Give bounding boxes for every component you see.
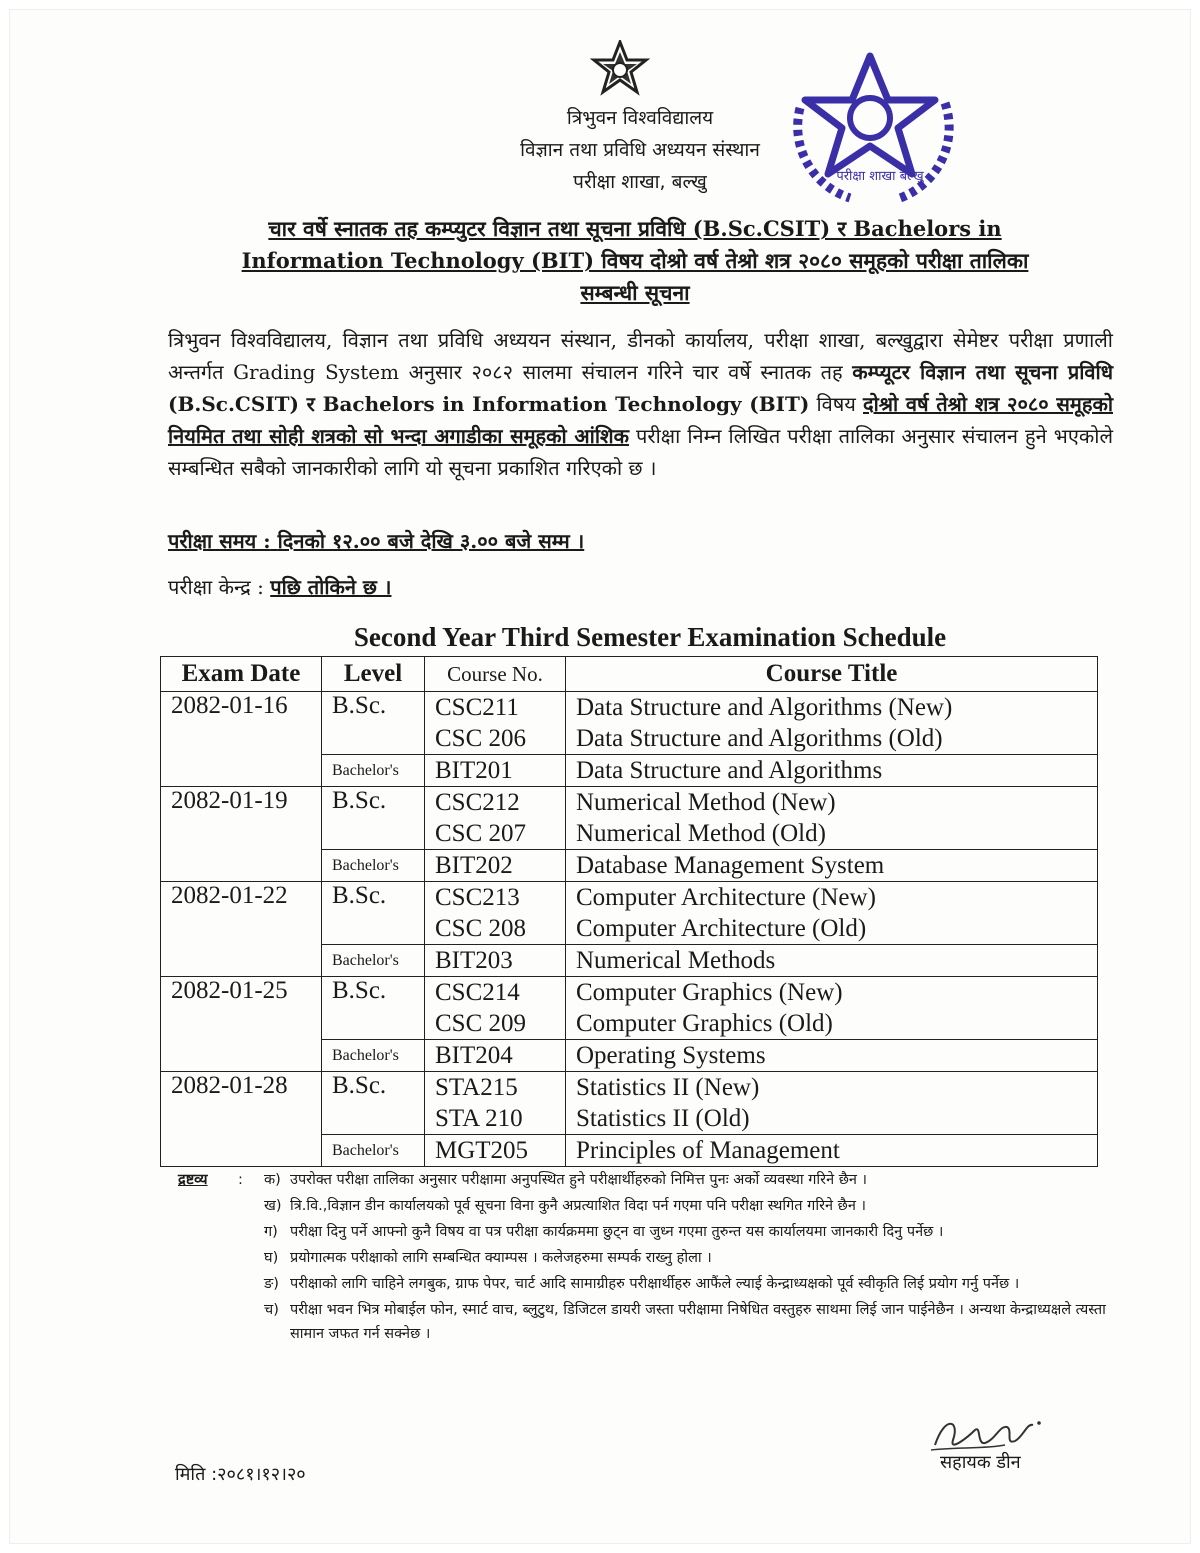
- course-no-cell: CSC 208: [425, 913, 566, 945]
- course-title-cell: Computer Graphics (New): [566, 977, 1098, 1009]
- level-cell: Bachelor's: [322, 1040, 425, 1072]
- exam-date-cell: 2082-01-16: [161, 692, 322, 787]
- course-title-cell: Statistics II (Old): [566, 1103, 1098, 1135]
- level-cell: B.Sc.: [322, 787, 425, 850]
- course-title-cell: Data Structure and Algorithms: [566, 755, 1098, 787]
- course-title-cell: Operating Systems: [566, 1040, 1098, 1072]
- table-row: [161, 1072, 1098, 1104]
- body-part-2: कम्प्यूटर विज्ञान तथा सूचना प्रविधि (B.Sc.CSIT) र Bachelors in Information Technology (BIT): [168, 360, 1114, 416]
- level-cell: B.Sc.: [322, 1072, 425, 1135]
- exam-date-cell: 2082-01-19: [161, 787, 322, 882]
- course-no-cell: CSC 206: [425, 723, 566, 755]
- body-part-5: परीक्षा निम्न लिखित परीक्षा तालिका अनुसार संचालन हुने भएकोले सम्बन्धित सबैको जानकारीको लागि यो सूचना प्रकाशित गरिएको छ ।: [168, 424, 1114, 480]
- exam-center: [168, 573, 392, 600]
- header-course-title: Course Title: [566, 657, 1098, 692]
- table-row: [161, 977, 1098, 1009]
- signature-title: सहायक डीन: [940, 1452, 1021, 1473]
- level-cell: Bachelor's: [322, 1135, 425, 1167]
- course-no-cell: BIT203: [425, 945, 566, 977]
- table-row: [161, 692, 1098, 724]
- note-text: त्रि.वि.,विज्ञान डीन कार्यालयको पूर्व सूचना विना कुनै अप्रत्याशित विदा पर्न गएमा पनि परीक्षा स्थगित गरिने छैन ।: [290, 1198, 866, 1214]
- office-stamp-icon: [780, 48, 960, 218]
- header-office: परीक्षा शाखा, बल्खु: [573, 171, 707, 193]
- exam-center-value: पछि तोकिने छ ।: [270, 575, 392, 599]
- course-no-cell: BIT201: [425, 755, 566, 787]
- title-line-3: सम्बन्धी सूचना: [580, 280, 690, 305]
- note-item: [264, 1220, 1124, 1244]
- header-exam-date: Exam Date: [161, 657, 322, 692]
- body-part-1: त्रिभुवन विश्वविद्यालय, विज्ञान तथा प्रविधि अध्ययन संस्थान, डीनको कार्यालय, परीक्षा शाखा, बल्खुद्वारा सेमेष्टर परीक्षा प्रणाली अन्तर्गत Grading System अनुसार २०८२ सालमा संचालन गरिने चार वर्षे स्नातक तह: [168, 328, 1113, 384]
- notes-colon: :: [238, 1172, 243, 1188]
- header-university: त्रिभुवन विश्वविद्यालय: [566, 107, 714, 129]
- course-title-cell: Computer Graphics (Old): [566, 1008, 1098, 1040]
- schedule-table: [160, 656, 1098, 1167]
- course-no-cell: BIT202: [425, 850, 566, 882]
- body-part-4: दोश्रो वर्ष तेश्रो शत्र २०८० समूहको नियमित तथा सोही शत्रको सो भन्दा अगाडीका समूहको आंशिक: [168, 392, 1113, 448]
- notice-body: [168, 324, 1113, 484]
- note-item: [264, 1246, 1124, 1270]
- university-emblem-icon: [590, 40, 650, 100]
- course-title-cell: Numerical Method (New): [566, 787, 1098, 819]
- note-item: [264, 1272, 1124, 1296]
- note-text: प्रयोगात्मक परीक्षाको लागि सम्बन्धित क्याम्पस । कलेजहरुमा सम्पर्क राख्नु होला ।: [290, 1250, 712, 1266]
- course-no-cell: CSC212: [425, 787, 566, 819]
- level-cell: Bachelor's: [322, 945, 425, 977]
- note-marker: ग): [264, 1224, 278, 1240]
- exam-date-cell: 2082-01-22: [161, 882, 322, 977]
- title-line-1: चार वर्षे स्नातक तह कम्प्युटर विज्ञान तथा सूचना प्रविधि (B.Sc.CSIT) र Bachelors in: [268, 216, 1002, 241]
- note-text: परीक्षा भवन भित्र मोबाईल फोन, स्मार्ट वाच, ब्लुटुथ, डिजिटल डायरी जस्ता परीक्षामा निषेधित वस्तुहरु साथमा लिई जान पाईनेछैन । अन्यथा केन्द्राध्यक्षले त्यस्ता सामान जफत गर्न सक्नेछ ।: [290, 1302, 1106, 1342]
- course-no-cell: MGT205: [425, 1135, 566, 1167]
- notice-title: [160, 213, 1110, 309]
- notice-date: मिति :२०८१।१२।२०: [175, 1464, 306, 1485]
- course-title-cell: Data Structure and Algorithms (New): [566, 692, 1098, 724]
- course-title-cell: Computer Architecture (Old): [566, 913, 1098, 945]
- notes-list: [264, 1168, 1124, 1348]
- note-text: उपरोक्त परीक्षा तालिका अनुसार परीक्षामा अनुपस्थित हुने परीक्षार्थीहरुको निमित्त पुनः अर्को व्यवस्था गरिने छैन ।: [290, 1172, 868, 1188]
- course-no-cell: CSC 207: [425, 818, 566, 850]
- notice-page: [10, 10, 1190, 1543]
- course-no-cell: BIT204: [425, 1040, 566, 1072]
- note-text: परीक्षा दिनु पर्ने आफ्नो कुनै विषय वा पत्र परीक्षा कार्यक्रममा छुट्न वा जुध्न गएमा तुरुन्त यस कार्यालयमा जानकारी दिनु पर्नेछ ।: [290, 1224, 944, 1240]
- course-title-cell: Data Structure and Algorithms (Old): [566, 723, 1098, 755]
- schedule-header-row: [161, 657, 1098, 692]
- exam-time: [168, 527, 584, 554]
- header-level: Level: [322, 657, 425, 692]
- course-title-cell: Principles of Management: [566, 1135, 1098, 1167]
- level-cell: B.Sc.: [322, 692, 425, 755]
- course-no-cell: CSC 209: [425, 1008, 566, 1040]
- course-no-cell: STA 210: [425, 1103, 566, 1135]
- note-item: [264, 1194, 1124, 1218]
- note-text: परीक्षाको लागि चाहिने लगबुक, ग्राफ पेपर, चार्ट आदि सामाग्रीहरु परीक्षार्थीहरु आफैंले ल्याई केन्द्राध्यक्षको पूर्व स्वीकृति लिई प्रयोग गर्नु पर्नेछ ।: [290, 1276, 1020, 1292]
- level-cell: B.Sc.: [322, 977, 425, 1040]
- note-marker: क): [264, 1172, 281, 1188]
- course-title-cell: Statistics II (New): [566, 1072, 1098, 1104]
- note-item: [264, 1298, 1124, 1346]
- level-cell: B.Sc.: [322, 882, 425, 945]
- header-course-no: Course No.: [425, 657, 566, 692]
- note-marker: ङ): [264, 1276, 279, 1292]
- note-marker: घ): [264, 1250, 279, 1266]
- note-item: [264, 1168, 1124, 1192]
- level-cell: Bachelor's: [322, 850, 425, 882]
- course-title-cell: Computer Architecture (New): [566, 882, 1098, 914]
- exam-date-cell: 2082-01-28: [161, 1072, 322, 1167]
- course-no-cell: CSC214: [425, 977, 566, 1009]
- table-row: [161, 882, 1098, 914]
- note-marker: ख): [264, 1198, 282, 1214]
- notes-heading: द्रष्टव्य: [178, 1172, 208, 1188]
- course-no-cell: CSC211: [425, 692, 566, 724]
- exam-date-cell: 2082-01-25: [161, 977, 322, 1072]
- exam-time-label: परीक्षा समय :: [168, 529, 271, 553]
- title-line-2: Information Technology (BIT) विषय दोश्रो वर्ष तेश्रो शत्र २०८० समूहको परीक्षा तालिका: [241, 248, 1029, 273]
- note-marker: च): [264, 1302, 279, 1318]
- course-title-cell: Numerical Method (Old): [566, 818, 1098, 850]
- level-cell: Bachelor's: [322, 755, 425, 787]
- exam-center-label: परीक्षा केन्द्र :: [168, 575, 264, 599]
- course-title-cell: Numerical Methods: [566, 945, 1098, 977]
- stamp-text: परीक्षा शाखा बल्खु: [836, 169, 924, 184]
- body-part-3: विषय: [816, 392, 856, 416]
- schedule-title: Second Year Third Semester Examination Schedule: [353, 622, 947, 652]
- course-title-cell: Database Management System: [566, 850, 1098, 882]
- table-row: [161, 787, 1098, 819]
- header-institute: विज्ञान तथा प्रविधि अध्ययन संस्थान: [520, 139, 760, 161]
- exam-time-value: दिनको १२.०० बजे देखि ३.०० बजे सम्म ।: [277, 529, 585, 553]
- course-no-cell: CSC213: [425, 882, 566, 914]
- course-no-cell: STA215: [425, 1072, 566, 1104]
